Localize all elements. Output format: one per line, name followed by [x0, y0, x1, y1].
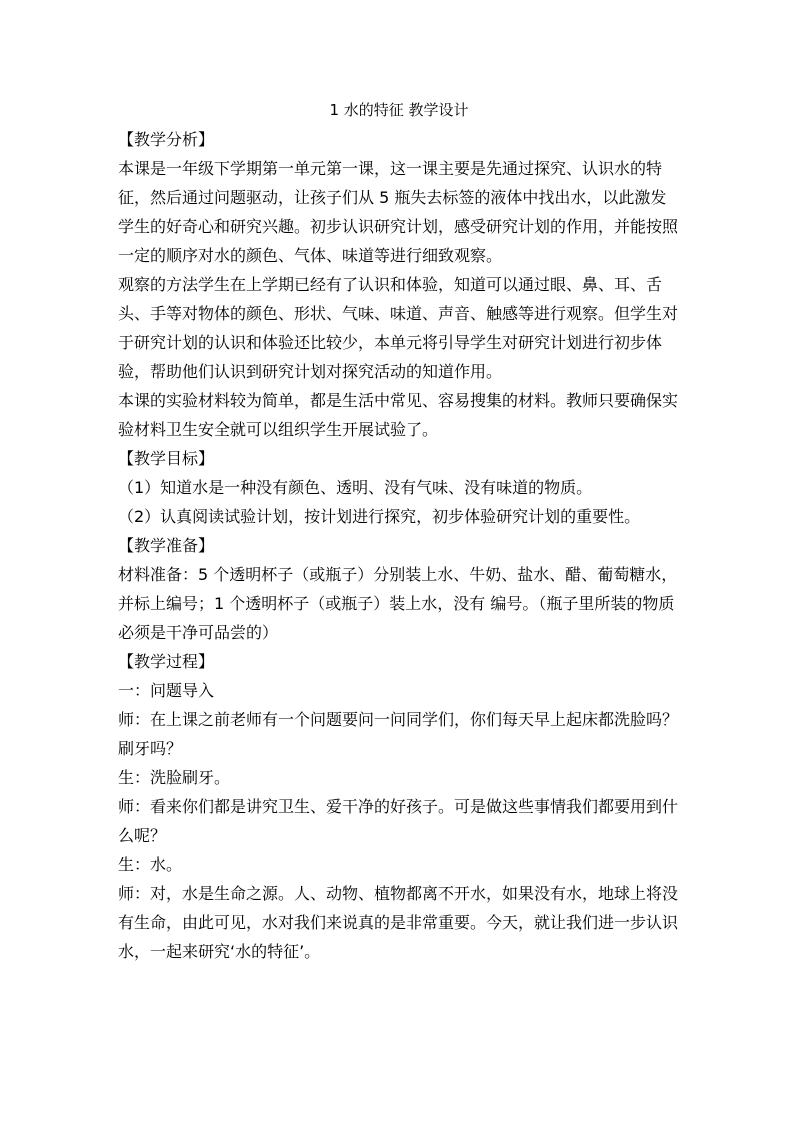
analysis-paragraph-2: 观察的方法学生在上学期已经有了认识和体验，知道可以通过眼、鼻、耳、舌头、手等对物体的颜色、形状、气味、味道、声音、触感等进行观察。但学生对于研究计划的认识和体验还比较少，本单元将引导学生对研究计划进行初步体验，帮助他们认识到研究计划对探究活动的知道作用。: [118, 275, 679, 381]
analysis-paragraph-3: 本课的实验材料较为简单，都是生活中常见、容易搜集的材料。教师只要确保实验材料卫生安全就可以组织学生开展试验了。: [118, 391, 679, 439]
document-body: [118, 97, 680, 966]
analysis-heading: 【教学分析】: [118, 130, 215, 149]
process-heading: 【教学过程】: [118, 652, 215, 671]
prep-heading: 【教学准备】: [118, 536, 215, 555]
process-line-5: 生：水。: [118, 855, 183, 874]
document-title: 1 水的特征 教学设计: [329, 101, 469, 119]
prep-paragraph: 材料准备：5 个透明杯子（或瓶子）分别装上水、牛奶、盐水、醋、葡萄糖水，并标上编号；1 个透明杯子（或瓶子）装上水，没有 编号。（瓶子里所装的物质必须是干净可品尝的）: [118, 565, 678, 642]
goals-heading: 【教学目标】: [118, 449, 215, 468]
process-line-4: 师：看来你们都是讲究卫生、爱干净的好孩子。可是做这些事情我们都要用到什么呢？: [118, 797, 679, 845]
goal-item-2: （2）认真阅读试验计划，按计划进行探究，初步体验研究计划的重要性。: [118, 507, 641, 526]
goal-item-1: （1）知道水是一种没有颜色、透明、没有气味、没有味道的物质。: [118, 478, 593, 497]
analysis-paragraph-1: 本课是一年级下学期第一单元第一课，这一课主要是先通过探究、认识水的特征，然后通过问题驱动，让孩子们从 5 瓶失去标签的液体中找出水，以此激发学生的好奇心和研究兴趣。初步认识研究计划，感受研究计划的作用，并能按照一定的顺序对水的颜色、气体、味道等进行细致观察。: [118, 159, 679, 265]
process-line-6: 师：对，水是生命之源。人、动物、植物都离不开水，如果没有水，地球上将没有生命，由此可见，水对我们来说真的是非常重要。今天，就让我们进一步认识水，一起来研究‘水的特征’。: [118, 884, 679, 961]
process-line-3: 生：洗脸刷牙。: [118, 768, 231, 787]
process-line-1: 一：问题导入: [118, 681, 215, 700]
process-line-2: 师：在上课之前老师有一个问题要问一问同学们，你们每天早上起床都洗脸吗？刷牙吗？: [118, 710, 679, 758]
